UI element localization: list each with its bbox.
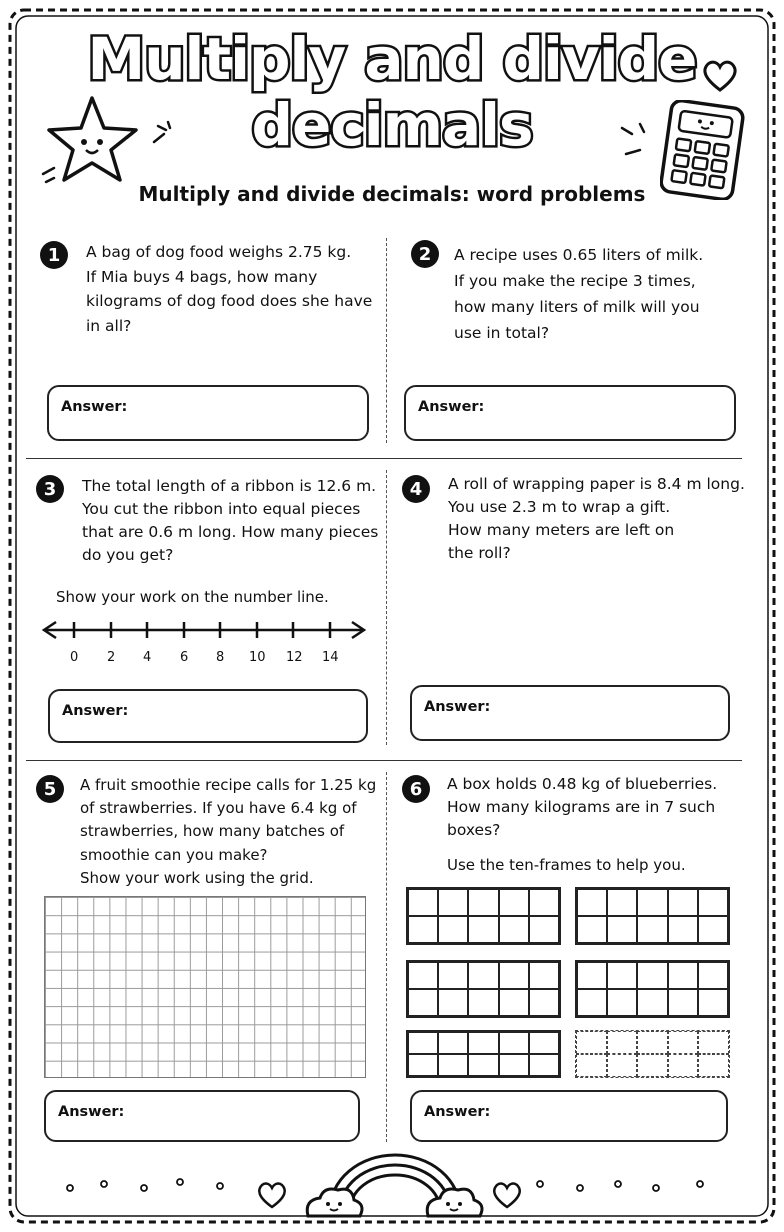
ten-frame[interactable] [406,887,561,945]
number-line-label: 14 [322,650,339,665]
answer-box[interactable] [410,1090,728,1142]
number-line-label: 4 [143,650,152,665]
answer-box[interactable] [410,685,730,741]
page-title-line1: Multiply and divide [87,25,697,93]
answer-label: Answer: [58,1104,125,1120]
ten-frame[interactable] [575,960,730,1018]
number-line-label: 10 [249,650,266,665]
problem-number: 4 [402,475,430,503]
row-divider [26,458,742,459]
number-line-label: 8 [216,650,225,665]
dots-decoration [60,1176,250,1206]
problem-number: 5 [36,775,64,803]
number-line-label: 12 [286,650,303,665]
page-subtitle: Multiply and divide decimals: word problems [138,182,646,206]
ten-frame[interactable] [575,887,730,945]
problem-number: 2 [411,240,439,268]
problem-number: 1 [40,241,68,269]
sparkle-icon [616,120,656,160]
number-line [40,616,370,646]
calculator-icon [660,100,746,200]
heart-icon [700,58,740,94]
answer-label: Answer: [61,399,128,415]
work-grid[interactable] [44,896,366,1078]
sparkle-icon [40,160,64,184]
answer-label: Answer: [424,1104,491,1120]
row-divider [26,760,742,761]
ten-frame-dashed[interactable] [575,1030,730,1078]
answer-box[interactable] [44,1090,360,1142]
number-line-label: 6 [180,650,189,665]
problem-number: 3 [36,475,64,503]
rainbow-icon [300,1150,490,1222]
page-title-line2: decimals [251,91,533,159]
problem-text: A recipe uses 0.65 liters of milk. If you make the recipe 3 times, how many liters of milk will you use in total? [454,246,704,342]
problem-text: The total length of a ribbon is 12.6 m. You cut the ribbon into equal pieces that are 0.6 m long. How many pieces do you get? [82,477,379,564]
hint-text: Show your work on the number line. [56,588,329,606]
heart-icon [255,1180,289,1210]
problem-number: 6 [402,775,430,803]
problem-text: A fruit smoothie recipe calls for 1.25 kg of strawberries. If you have 6.4 kg of strawberries, how many batches of smoothie can you make? Show your work using the grid. [80,776,377,887]
answer-box[interactable] [48,689,368,743]
answer-label: Answer: [424,699,491,715]
answer-label: Answer: [418,399,485,415]
ten-frame[interactable] [406,960,561,1018]
hint-text: Use the ten-frames to help you. [447,856,686,874]
problem-text: A roll of wrapping paper is 8.4 m long. You use 2.3 m to wrap a gift. How many meters are left on the roll? [448,475,745,562]
number-line-label: 0 [70,650,79,665]
heart-icon [490,1180,524,1210]
column-divider [386,470,387,745]
answer-label: Answer: [62,703,129,719]
problem-text: A box holds 0.48 kg of blueberries. How many kilograms are in 7 such boxes? [447,775,718,839]
answer-box[interactable] [404,385,736,441]
column-divider [386,772,387,1142]
answer-box[interactable] [47,385,369,441]
dots-decoration [530,1176,730,1206]
column-divider [386,238,387,443]
ten-frame[interactable] [406,1030,561,1078]
number-line-label: 2 [107,650,116,665]
sparkle-icon [150,118,180,148]
problem-text: A bag of dog food weighs 2.75 kg. If Mia buys 4 bags, how many kilograms of dog food does she have in all? [86,243,373,335]
